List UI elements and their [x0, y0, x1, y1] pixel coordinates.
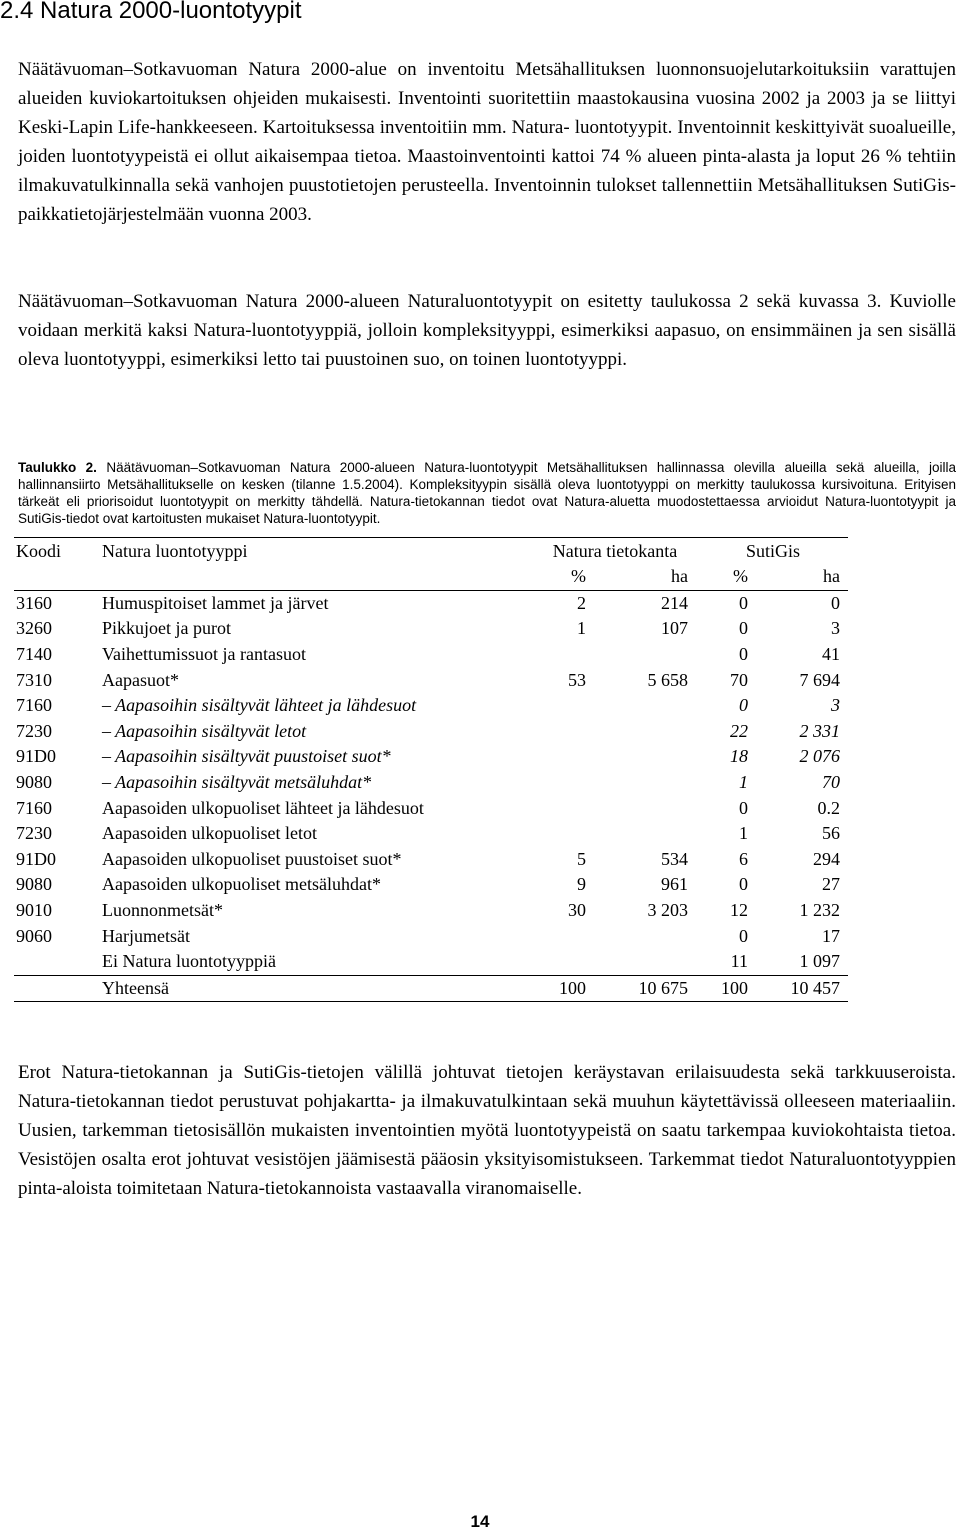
- cell-natura-ha: [594, 923, 696, 949]
- cell-natura-ha: [594, 770, 696, 796]
- cell-natura-pct: [532, 719, 594, 745]
- cell-sutigis-ha: 27: [822, 874, 841, 895]
- cell-habitat-name: Aapasuot*: [102, 669, 179, 690]
- cell-natura-ha: [594, 949, 696, 975]
- subheader-empty: [100, 564, 532, 590]
- table-caption-label: Taulukko 2.: [18, 460, 97, 475]
- cell-sutigis-ha: 0.2: [817, 797, 841, 818]
- cell-code: 91D0: [16, 746, 56, 767]
- subheader-empty: [14, 564, 100, 590]
- cell-natura-ha: 3 203: [647, 900, 689, 921]
- table-row: [14, 744, 848, 770]
- cell-natura-ha: 534: [661, 848, 689, 869]
- cell-code: [14, 949, 100, 975]
- cell-sutigis-pct: 0: [739, 618, 749, 639]
- table-caption: [18, 459, 956, 527]
- cell-habitat-name: Humuspitoiset lammet ja järvet: [102, 592, 329, 613]
- cell-sutigis-ha: 7 694: [799, 669, 841, 690]
- cell-sutigis-pct: 11: [730, 951, 749, 972]
- cell-natura-pct: [532, 949, 594, 975]
- cell-habitat-name: – Aapasoihin sisältyvät lähteet ja lähdesuot: [102, 695, 417, 716]
- cell-habitat-name: Aapasoiden ulkopuoliset puustoiset suot*: [102, 848, 402, 869]
- table-row: [14, 616, 848, 642]
- table-row: [14, 719, 848, 745]
- cell-natura-pct: 53: [568, 669, 586, 690]
- cell-code: 9060: [16, 925, 52, 946]
- total-natura-pct: 100: [532, 975, 594, 1002]
- cell-habitat-name: Ei Natura luontotyyppiä: [102, 951, 276, 972]
- cell-natura-pct: [532, 642, 594, 668]
- cell-habitat-name: Aapasoiden ulkopuoliset letot: [102, 823, 317, 844]
- table-header-row: [14, 538, 848, 565]
- cell-natura-pct: 2: [577, 592, 586, 613]
- cell-habitat-name: Luonnonmetsät*: [102, 900, 223, 921]
- cell-code: 7160: [16, 797, 52, 818]
- cell-sutigis-pct: 0: [739, 925, 749, 946]
- cell-code: 9010: [16, 900, 52, 921]
- subheader-natura-pct: %: [532, 564, 594, 590]
- cell-sutigis-ha: 56: [822, 823, 841, 844]
- table-row: [14, 821, 848, 847]
- cell-habitat-name: – Aapasoihin sisältyvät puustoiset suot*: [102, 746, 391, 767]
- table-row: [14, 590, 848, 616]
- cell-code: 7310: [16, 669, 52, 690]
- table-row: [14, 872, 848, 898]
- table-row: [14, 949, 848, 975]
- cell-code: 3260: [16, 618, 52, 639]
- cell-habitat-name: Aapasoiden ulkopuoliset metsäluhdat*: [102, 874, 381, 895]
- cell-natura-ha: [594, 795, 696, 821]
- cell-sutigis-ha: 1 232: [799, 900, 841, 921]
- cell-code: 91D0: [16, 848, 56, 869]
- header-natura-db: Natura tietokanta: [532, 538, 696, 565]
- cell-natura-ha: [594, 719, 696, 745]
- cell-code: 3160: [16, 592, 52, 613]
- subheader-natura-ha: ha: [594, 564, 696, 590]
- subheader-sutigis-ha: ha: [756, 564, 848, 590]
- table-body: [14, 590, 848, 975]
- cell-sutigis-pct: 0: [739, 644, 749, 665]
- cell-habitat-name: – Aapasoihin sisältyvät metsäluhdat*: [102, 772, 372, 793]
- cell-sutigis-pct: 0: [739, 592, 749, 613]
- cell-natura-pct: [532, 744, 594, 770]
- cell-sutigis-ha: 70: [822, 772, 841, 793]
- cell-sutigis-ha: 0: [831, 592, 841, 613]
- cell-code: 7160: [16, 695, 52, 716]
- cell-habitat-name: Vaihettumissuot ja rantasuot: [102, 644, 306, 665]
- table-row: [14, 667, 848, 693]
- cell-code: 9080: [16, 772, 52, 793]
- cell-code: 9080: [16, 874, 52, 895]
- cell-code: 7230: [16, 720, 52, 741]
- table-row: [14, 923, 848, 949]
- table-caption-text: Näätävuoman–Sotkavuoman Natura 2000-alueen Natura-luontotyypit Metsähallituksen hallinnassa olevilla alueilla sekä alueilla, joilla hallinnansiirto Metsähallitukselle on kesken (tilanne 1.5.2004). Kompleksityypin sisällä oleva luontotyyppi on merkitty taulukossa kursivoituna. Erityisen tärkeät eli priorisoidut luontotyypit on merkitty tähdellä. Natura-tietokannan tiedot ovat Natura-aluetta muodostettaessa arvioidut Natura-luontotyypit ja SutiGis-tiedot ovat kartoitusten mukaiset Natura-luontotyypit.: [18, 460, 956, 526]
- cell-code: 7230: [16, 823, 52, 844]
- cell-sutigis-pct: 12: [730, 900, 749, 921]
- cell-sutigis-pct: 0: [739, 695, 749, 716]
- cell-sutigis-ha: 2 331: [799, 720, 841, 741]
- table-row: [14, 795, 848, 821]
- table-total-row: [14, 975, 848, 1002]
- cell-sutigis-pct: 6: [739, 848, 749, 869]
- cell-natura-ha: [594, 744, 696, 770]
- total-code: [14, 975, 100, 1002]
- cell-natura-ha: 961: [661, 874, 689, 895]
- cell-sutigis-pct: 0: [739, 797, 749, 818]
- cell-sutigis-pct: 1: [739, 772, 749, 793]
- cell-sutigis-ha: 3: [831, 695, 841, 716]
- total-sutigis-ha: 10 457: [756, 975, 848, 1002]
- subheader-sutigis-pct: %: [696, 564, 756, 590]
- intro-paragraph: Näätävuoman–Sotkavuoman Natura 2000-alue on inventoitu Metsähallituksen luonnonsuojelutarkoituksiin varattujen alueiden kuviokartoituksen ohjeiden mukaisesti. Inventointi suoritettiin maastokausina vuosina 2002 ja 2003 ja se liittyi Keski-Lapin Life-hankkeeseen. Kartoituksessa inventoitiin mm. Natura- luontotyypit. Inventoinnit keskittyivät suoalueille, joiden luontotyypeistä ei ollut aikaisempaa tietoa. Maastoinventointi kattoi 74 % alueen pinta-alasta ja loput 26 % tehtiin ilmakuvatulkinnalla sekä vanhojen puustotietojen perusteella. Inventoinnin tulokset tallennettiin Metsähallituksen SutiGis- paikkatietojärjestelmään vuonna 2003.: [18, 59, 956, 225]
- cell-habitat-name: Harjumetsät: [102, 925, 190, 946]
- cell-sutigis-pct: 18: [730, 746, 749, 767]
- cell-sutigis-pct: 70: [730, 669, 749, 690]
- page-number: 14: [470, 1512, 490, 1531]
- cell-sutigis-ha: 2 076: [799, 746, 841, 767]
- cell-habitat-name: Pikkujoet ja purot: [102, 618, 231, 639]
- cell-natura-pct: 5: [577, 848, 586, 869]
- cell-natura-pct: [532, 923, 594, 949]
- cell-natura-pct: 1: [577, 618, 586, 639]
- section-title: 2.4 Natura 2000-luontotyypit: [0, 0, 302, 24]
- table-row: [14, 898, 848, 924]
- cell-natura-pct: [532, 795, 594, 821]
- cell-sutigis-pct: 1: [739, 823, 749, 844]
- cell-natura-pct: [532, 693, 594, 719]
- total-natura-ha: 10 675: [594, 975, 696, 1002]
- cell-sutigis-ha: 1 097: [799, 951, 841, 972]
- header-sutigis: SutiGis: [696, 538, 848, 565]
- header-type: Natura luontotyyppi: [100, 538, 532, 565]
- cell-sutigis-ha: 41: [822, 644, 841, 665]
- table-row: [14, 847, 848, 873]
- cell-sutigis-ha: 17: [822, 925, 841, 946]
- habitat-table: [14, 537, 848, 1002]
- cell-sutigis-ha: 3: [831, 618, 841, 639]
- table-row: [14, 770, 848, 796]
- cell-natura-pct: 9: [577, 874, 586, 895]
- cell-natura-ha: [594, 693, 696, 719]
- table-row: [14, 693, 848, 719]
- cell-natura-ha: [594, 642, 696, 668]
- cell-habitat-name: Aapasoiden ulkopuoliset lähteet ja lähdesuot: [102, 797, 424, 818]
- differences-paragraph: Erot Natura-tietokannan ja SutiGis-tietojen välillä johtuvat tietojen keräystavan erilaisuudesta sekä tarkkuuseroista. Natura-tietokannan tiedot perustuvat pohjakartta- ja ilmakuvatulkintaan sekä muuhun käytettävissä olleeseen materiaaliin. Uusien, tarkemman tietosisällön mukaisten inventointien myötä luontotyypeistä on saatu tarkempaa kuviokohtaista tietoa. Vesistöjen osalta erot johtuvat vesistöjen jäämisestä pääosin yksityisomistukseen. Tarkemmat tiedot Naturaluontotyyppien pinta-aloista toimitetaan Natura-tietokannoista vastaavalla viranomaiselle.: [18, 1062, 956, 1199]
- cell-natura-ha: 107: [661, 618, 689, 639]
- header-code: Koodi: [14, 538, 100, 565]
- cell-habitat-name: – Aapasoihin sisältyvät letot: [102, 720, 307, 741]
- cell-natura-pct: 30: [568, 900, 586, 921]
- habitat-types-paragraph: Näätävuoman–Sotkavuoman Natura 2000-alueen Naturaluontotyypit on esitetty taulukossa 2 sekä kuvassa 3. Kuviolle voidaan merkitä kaksi Natura-luontotyyppiä, jolloin kompleksityyppi, esimerkiksi aapasuo, on ensimmäinen ja sen sisällä oleva luontotyyppi, esimerkiksi letto tai puustoinen suo, on toinen luontotyyppi.: [18, 291, 956, 370]
- cell-sutigis-pct: 0: [739, 874, 749, 895]
- cell-natura-pct: [532, 821, 594, 847]
- cell-natura-ha: [594, 821, 696, 847]
- cell-natura-ha: 214: [661, 592, 689, 613]
- cell-natura-ha: 5 658: [647, 669, 689, 690]
- total-label: Yhteensä: [100, 975, 532, 1002]
- cell-sutigis-pct: 22: [730, 720, 749, 741]
- total-sutigis-pct: 100: [696, 975, 756, 1002]
- table-subheader-row: [14, 564, 848, 590]
- table-row: [14, 642, 848, 668]
- cell-natura-pct: [532, 770, 594, 796]
- cell-code: 7140: [16, 644, 52, 665]
- cell-sutigis-ha: 294: [813, 848, 841, 869]
